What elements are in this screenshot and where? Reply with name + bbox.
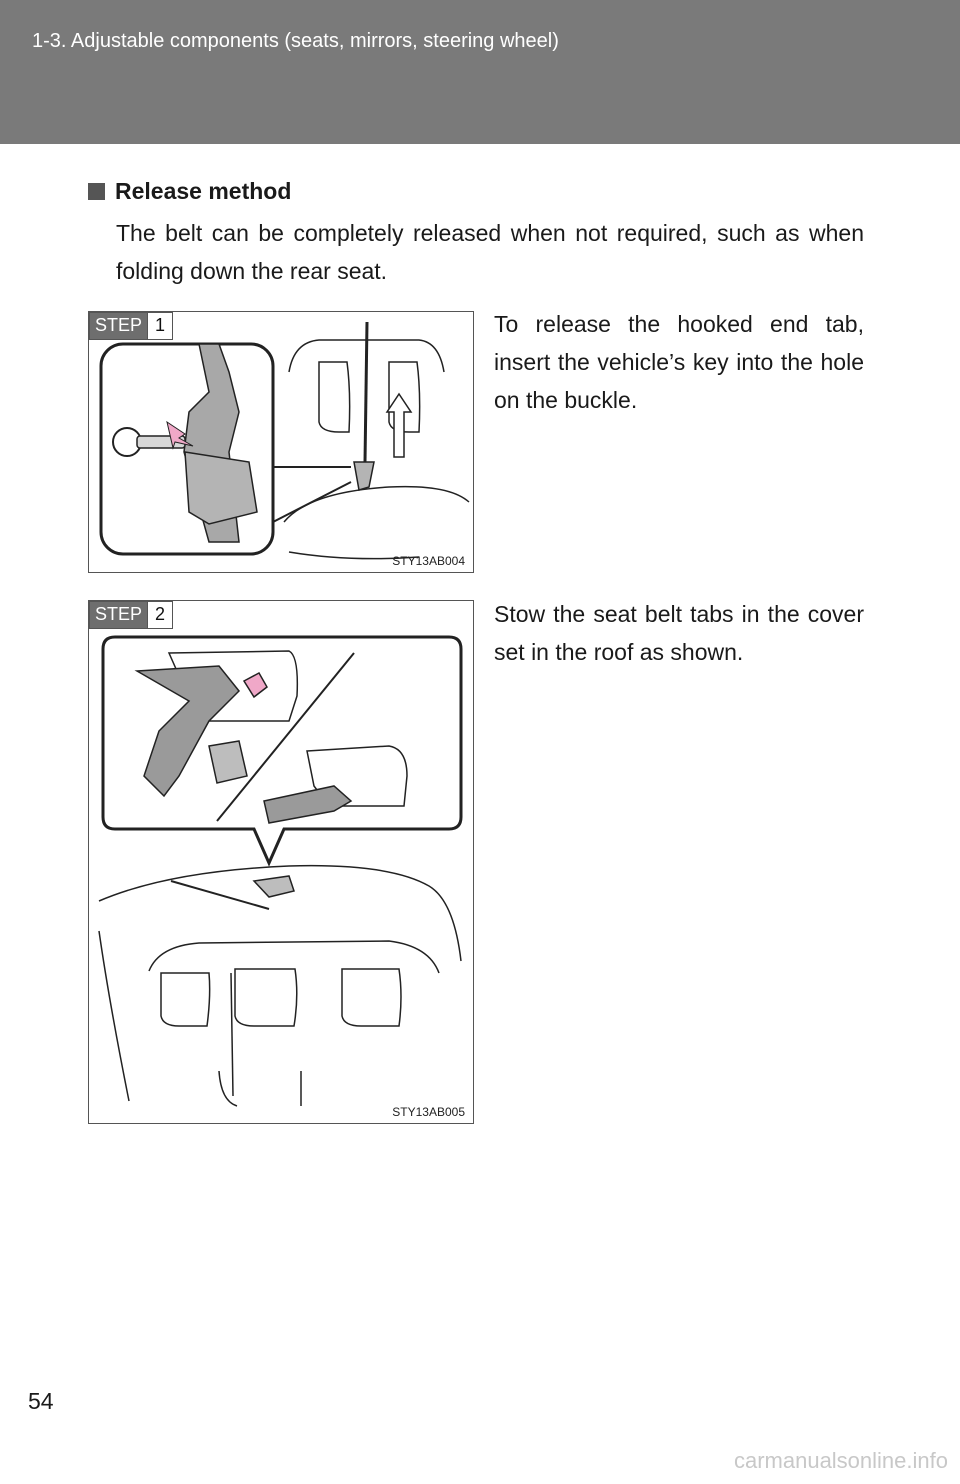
figure-code: STY13AB004	[392, 554, 465, 568]
step-2-figure	[88, 600, 474, 1124]
step-number: 2	[147, 602, 172, 628]
step-label: STEP	[90, 602, 147, 628]
section-heading-text: Release method	[115, 178, 292, 204]
step-2-text: Stow the seat belt tabs in the cover set in the roof as shown.	[494, 601, 864, 665]
step-1-tag	[89, 312, 173, 340]
chapter-title: 1-3. Adjustable components (seats, mirrors, steering wheel)	[32, 30, 559, 52]
figure-code: STY13AB005	[392, 1105, 465, 1119]
step-label: STEP	[90, 313, 147, 339]
step-1-figure	[88, 311, 474, 573]
step-2-tag	[89, 601, 173, 629]
step-number: 1	[147, 313, 172, 339]
section-heading	[88, 178, 291, 205]
square-bullet-icon	[88, 183, 105, 200]
intro-paragraph: The belt can be completely released when not required, such as when folding down the rear seat.	[116, 220, 864, 284]
page-number: 54	[28, 1388, 54, 1414]
watermark: carmanualsonline.info	[733, 1448, 948, 1473]
step-1-text: To release the hooked end tab, insert the vehicle’s key into the hole on the buckle.	[494, 311, 864, 413]
buckle-key-illustration	[89, 312, 473, 572]
header-band	[0, 0, 960, 144]
roof-stow-illustration	[89, 601, 473, 1123]
